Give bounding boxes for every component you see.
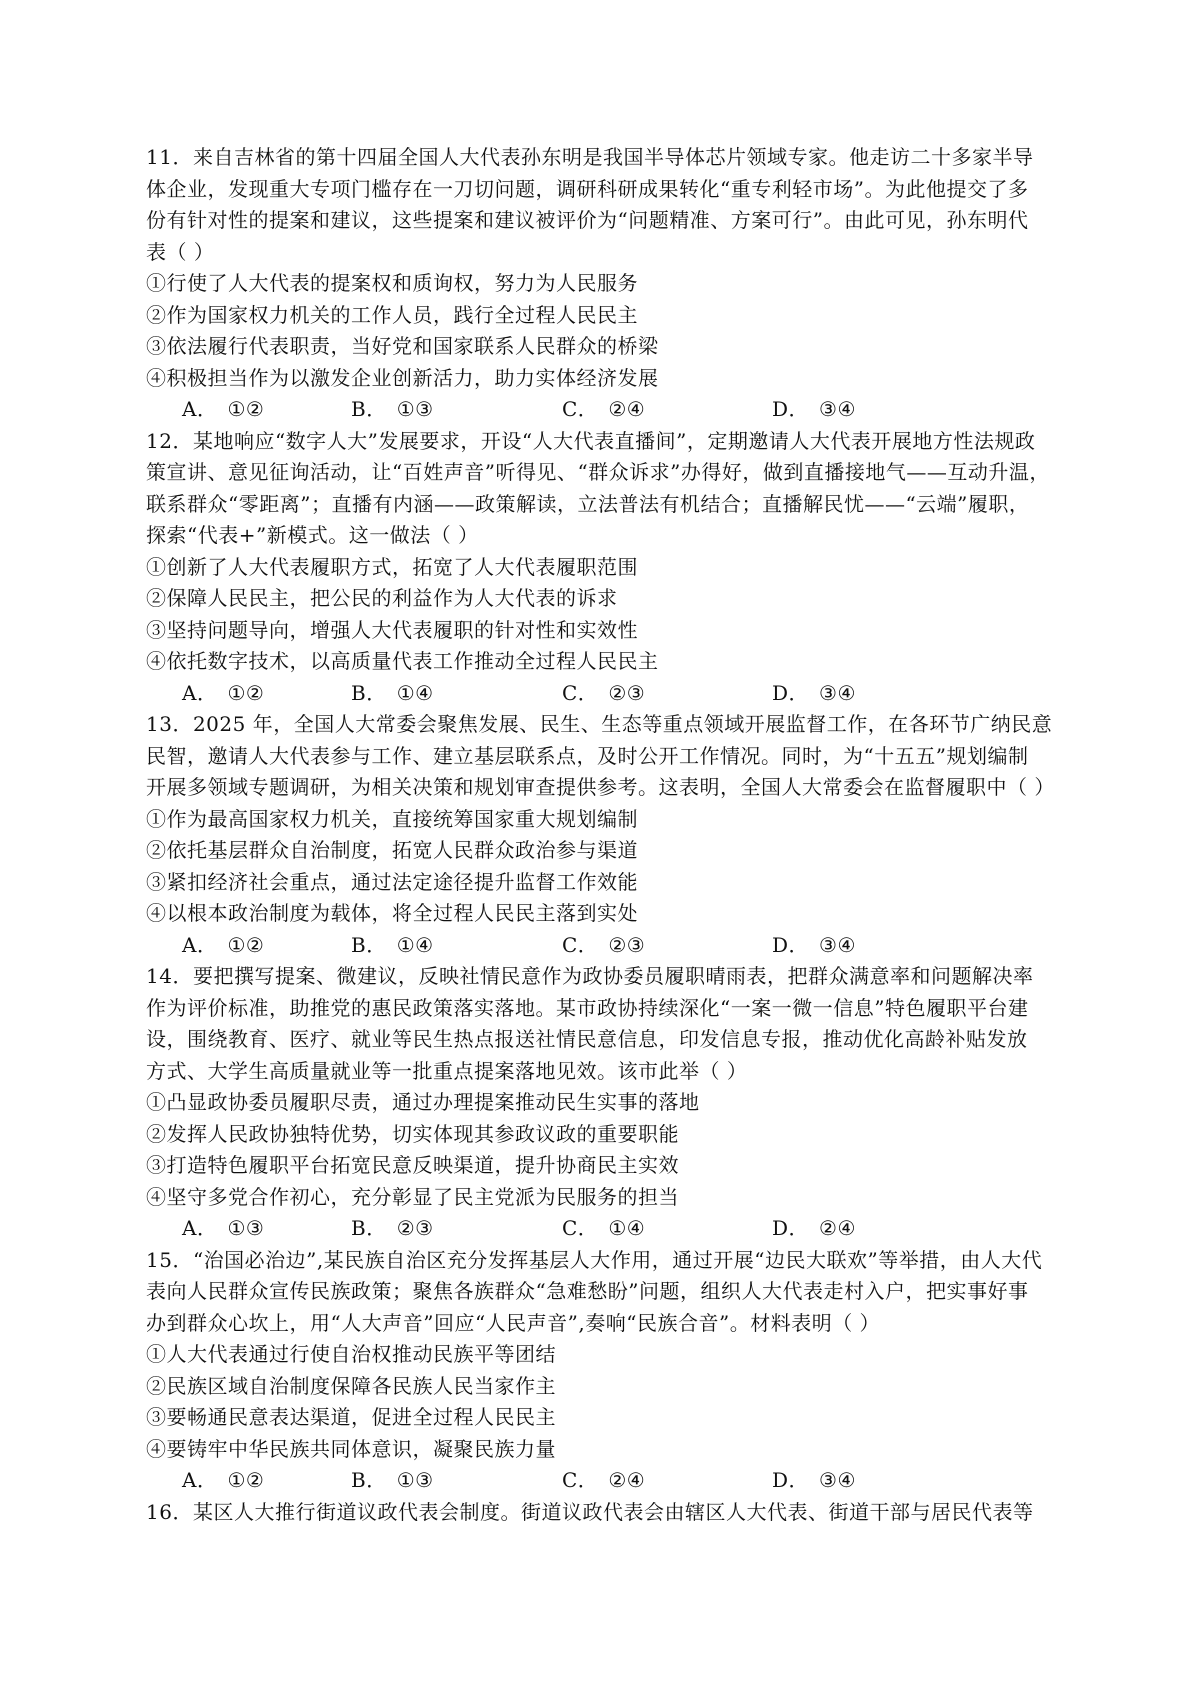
statement-option: ③要畅通民意表达渠道，促进全过程人民民主 <box>146 1405 556 1429</box>
statement-option: ④依托数字技术，以高质量代表工作推动全过程人民民主 <box>146 649 659 673</box>
question-block <box>146 1245 1046 1497</box>
question-stem-line: 份有针对性的提案和建议，这些提案和建议被评价为“问题精准、方案可行”。由此可见，孙东明代 <box>146 208 1029 232</box>
question-stem <box>146 426 1050 552</box>
question-list <box>146 142 1055 1528</box>
question-stem-line: 表向人民群众宣传民族政策；聚焦各族群众“急难愁盼”问题，组织人大代表走村入户，把实事好事 <box>146 1279 1029 1303</box>
choice-text: ①④ <box>396 932 434 957</box>
choice-letter: C． <box>562 1468 599 1492</box>
answer-choice-d <box>772 678 856 710</box>
question-stem-line: 体企业，发现重大专项门槛存在一刀切问题，调研科研成果转化“重专利轻市场”。为此他提交了多 <box>146 176 1029 201</box>
choice-text: ①③ <box>227 1216 265 1240</box>
choice-letter: C． <box>562 397 599 421</box>
statement-option: ②保障人民民主，把公民的利益作为人大代表的诉求 <box>146 586 618 610</box>
answer-choice-b <box>351 394 434 426</box>
choice-letter: D． <box>772 1468 810 1492</box>
choice-letter: B． <box>351 397 387 421</box>
statement-option: ②民族区域自治制度保障各民族人民当家作主 <box>146 1373 556 1398</box>
choice-letter: A． <box>182 1468 218 1492</box>
question-stem-line: 办到群众心坎上，用“人大声音”回应“人民声音”,奏响“民族合音”。材料表明（ ） <box>146 1310 881 1335</box>
question-block <box>146 1497 1046 1529</box>
answer-choice-a <box>182 394 264 426</box>
choice-letter: A． <box>182 397 218 421</box>
answer-choice-b <box>351 1465 434 1497</box>
choice-text: ②③ <box>396 1216 434 1240</box>
answer-choice-a <box>182 678 264 710</box>
statement-option: ①创新了人大代表履职方式，拓宽了人大代表履职范围 <box>146 554 638 579</box>
choice-letter: C． <box>562 1216 599 1240</box>
answer-choice-b <box>351 678 434 710</box>
choice-letter: D． <box>772 397 810 421</box>
choice-letter: B． <box>351 680 387 705</box>
choice-letter: A． <box>182 1216 218 1240</box>
question-stem-line: 方式、大学生高质量就业等一批重点提案落地见效。该市此举（ ） <box>146 1058 748 1083</box>
choice-text: ②③ <box>608 932 646 957</box>
question-stem-line: 15．“治国必治边”,某民族自治区充分发挥基层人大作用，通过开展“边民大联欢”等举措，由人大代 <box>146 1247 1043 1272</box>
statement-option: ③依法履行代表职责，当好党和国家联系人民群众的桥梁 <box>146 334 659 358</box>
choice-text: ①③ <box>396 397 434 421</box>
choice-letter: C． <box>562 932 599 957</box>
question-stem-line: 民智，邀请人大代表参与工作、建立基层联系点，及时公开工作情况。同时，为“十五五”规划编制 <box>146 743 1029 768</box>
answer-choice-a <box>182 930 264 962</box>
choice-text: ①④ <box>608 1216 646 1240</box>
question-stem-line: 策宣讲、意见征询活动，让“百姓声音”听得见、“群众诉求”办得好，做到直播接地气——互动升温， <box>146 460 1050 484</box>
question-stem-line: 联系群众“零距离”；直播有内涵——政策解读，立法普法有机结合；直播解民忧——“云端”履职， <box>146 491 1030 516</box>
choice-text: ③④ <box>819 680 856 705</box>
statement-option: ①凸显政协委员履职尽责，通过办理提案推动民生实事的落地 <box>146 1090 700 1114</box>
choice-text: ②④ <box>819 1216 856 1240</box>
answer-choice-d <box>772 394 856 426</box>
choice-letter: A． <box>182 932 218 957</box>
statement-option: ④以根本政治制度为载体，将全过程人民民主落到实处 <box>146 901 638 925</box>
question-stem-line: 11．来自吉林省的第十四届全国人大代表孙东明是我国半导体芯片领域专家。他走访二十多家半导 <box>146 145 1034 169</box>
choice-letter: D． <box>772 680 810 705</box>
answer-choice-d <box>772 930 856 962</box>
answer-choices <box>146 1465 1046 1497</box>
choice-text: ①③ <box>396 1468 434 1492</box>
choice-letter: C． <box>562 680 599 705</box>
question-stem-line: 13．2025 年，全国人大常委会聚焦发展、民生、生态等重点领域开展监督工作，在各环节广纳民意 <box>146 712 1053 736</box>
choice-text: ③④ <box>819 1468 856 1492</box>
statement-option: ②依托基层群众自治制度，拓宽人民群众政治参与渠道 <box>146 838 638 862</box>
question-stem-line: 开展多领域专题调研，为相关决策和规划审查提供参考。这表明，全国人大常委会在监督履职中（ ） <box>146 775 1055 799</box>
choice-letter: B． <box>351 1468 387 1492</box>
answer-choices <box>146 1213 1046 1245</box>
question-stem-line: 设，围绕教育、医疗、就业等民生热点报送社情民意信息，印发信息专报，推动优化高龄补贴发放 <box>146 1027 1028 1051</box>
choice-text: ①② <box>227 680 265 705</box>
answer-choice-b <box>351 930 434 962</box>
question-stem-line: 12．某地响应“数字人大”发展要求，开设“人大代表直播间”，定期邀请人大代表开展地方性法规政 <box>146 428 1036 453</box>
question-stem-line: 作为评价标准，助推党的惠民政策落实落地。某市政协持续深化“一案一微一信息”特色履职平台建 <box>146 995 1029 1020</box>
choice-letter: A． <box>182 680 218 705</box>
answer-choice-d <box>772 1213 856 1245</box>
statement-option: ①人大代表通过行使自治权推动民族平等团结 <box>146 1342 556 1366</box>
question-stem <box>146 142 1046 268</box>
choice-letter: D． <box>772 932 810 957</box>
choice-text: ②④ <box>608 1468 646 1492</box>
answer-choice-c <box>562 930 645 962</box>
statement-option: ③紧扣经济社会重点，通过法定途径提升监督工作效能 <box>146 869 638 894</box>
question-stem-line: 16．某区人大推行街道议政代表会制度。街道议政代表会由辖区人大代表、街道干部与居民代表等 <box>146 1499 1034 1524</box>
choice-text: ②③ <box>608 680 646 705</box>
choice-text: ①② <box>227 932 265 957</box>
answer-choice-a <box>182 1465 264 1497</box>
question-block <box>146 961 1046 1245</box>
choice-text: ③④ <box>819 397 856 421</box>
choice-text: ①④ <box>396 680 434 705</box>
choice-text: ③④ <box>819 932 856 957</box>
statement-option: ③坚持问题导向，增强人大代表履职的针对性和实效性 <box>146 617 638 642</box>
question-stem-line: 14．要把撰写提案、微建议，反映社情民意作为政协委员履职晴雨表，把群众满意率和问题解决率 <box>146 964 1034 988</box>
answer-choice-d <box>772 1465 856 1497</box>
question-stem-line: 表（ ） <box>146 239 215 264</box>
answer-choice-c <box>562 1213 645 1245</box>
question-stem <box>146 709 1055 804</box>
statement-option: ③打造特色履职平台拓宽民意反映渠道，提升协商民主实效 <box>146 1153 679 1177</box>
answer-choice-c <box>562 1465 645 1497</box>
choice-text: ②④ <box>608 397 646 421</box>
statement-option: ①作为最高国家权力机关，直接统筹国家重大规划编制 <box>146 806 638 831</box>
question-stem <box>146 961 1046 1087</box>
choice-letter: D． <box>772 1216 810 1240</box>
statement-option: ②发挥人民政协独特优势，切实体现其参政议政的重要职能 <box>146 1121 679 1146</box>
question-stem <box>146 1245 1046 1340</box>
question-block <box>146 142 1046 426</box>
question-block <box>146 426 1050 710</box>
statement-option: ④积极担当作为以激发企业创新活力，助力实体经济发展 <box>146 365 659 390</box>
answer-choice-a <box>182 1213 264 1245</box>
statement-option: ②作为国家权力机关的工作人员，践行全过程人民民主 <box>146 302 638 327</box>
choice-text: ①② <box>227 397 265 421</box>
question-stem-line: 探索“代表+”新模式。这一做法（ ） <box>146 523 479 547</box>
statement-option: ④坚守多党合作初心，充分彰显了民主党派为民服务的担当 <box>146 1184 679 1209</box>
statement-option: ④要铸牢中华民族共同体意识，凝聚民族力量 <box>146 1436 556 1461</box>
answer-choice-b <box>351 1213 434 1245</box>
answer-choices <box>146 394 1046 426</box>
choice-letter: B． <box>351 1216 387 1240</box>
answer-choices <box>146 930 1046 962</box>
answer-choice-c <box>562 394 645 426</box>
choice-text: ①② <box>227 1468 265 1492</box>
question-stem <box>146 1497 1046 1529</box>
statement-option: ①行使了人大代表的提案权和质询权，努力为人民服务 <box>146 271 638 295</box>
question-block <box>146 709 1055 961</box>
choice-letter: B． <box>351 932 387 957</box>
answer-choice-c <box>562 678 645 710</box>
answer-choices <box>146 678 1046 710</box>
